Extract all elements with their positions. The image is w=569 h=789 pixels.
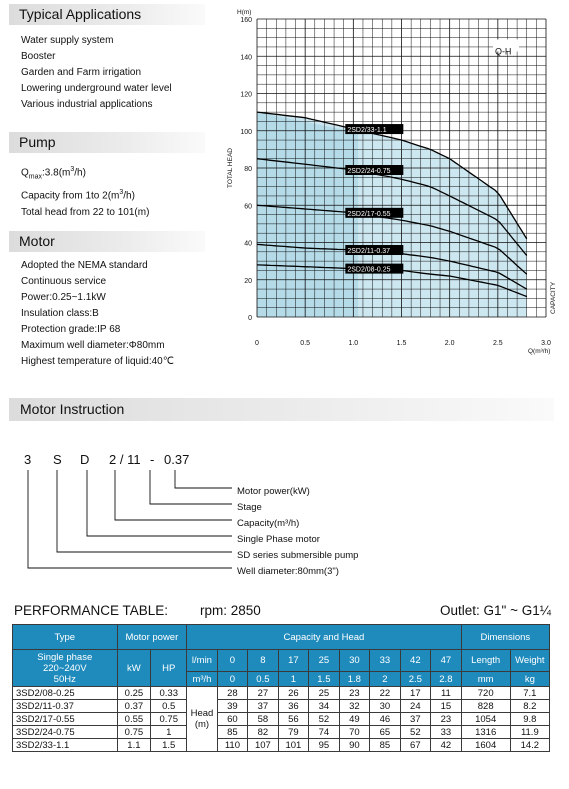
lmin-value: 33 xyxy=(370,650,400,672)
connector-line xyxy=(175,470,232,488)
m3h-value: 1.8 xyxy=(339,672,369,687)
pump-title: Pump xyxy=(9,132,205,153)
m3h-value: 0.5 xyxy=(248,672,278,687)
performance-table-title: PERFORMANCE TABLE: xyxy=(14,603,169,618)
x-tick-label: 2.0 xyxy=(444,340,455,347)
m3h-value: 2.5 xyxy=(400,672,430,687)
header-capacity-head: Capacity and Head xyxy=(187,625,461,650)
m3h-value: 1 xyxy=(278,672,308,687)
cell-head: 26 xyxy=(278,687,308,700)
cell-head: 52 xyxy=(400,726,430,739)
list-item: Capacity from 1to $2(m^3/h)$ xyxy=(21,189,135,202)
cell-weight: 14.2 xyxy=(510,739,549,752)
label-motor-power: Motor power(kW) xyxy=(237,486,310,497)
lmin-value: 8 xyxy=(248,650,278,672)
cell-head: 79 xyxy=(278,726,308,739)
x-tick-label: 0.5 xyxy=(300,340,311,347)
m3h-value: 2 xyxy=(370,672,400,687)
cell-head: 23 xyxy=(431,713,462,726)
code-dash: - xyxy=(150,452,155,467)
connector-line xyxy=(57,470,232,552)
cell-length: 1054 xyxy=(461,713,510,726)
model-code-diagram xyxy=(0,430,569,580)
y-tick-label: 60 xyxy=(244,203,252,211)
cell-head: 110 xyxy=(217,739,247,752)
cell-weight: 11.9 xyxy=(510,726,549,739)
cell-head: 85 xyxy=(370,739,400,752)
series-label: 2SD2/11-0.37 xyxy=(347,248,391,256)
label-stage: Stage xyxy=(237,502,262,513)
lmin-value: 47 xyxy=(431,650,462,672)
cell-head: 15 xyxy=(431,700,462,713)
lmin-value: 0 xyxy=(217,650,247,672)
head-label: Head (m) xyxy=(187,687,217,752)
cell-type: 3SD2/17-0.55 xyxy=(13,713,118,726)
list-item: Insulation class:B xyxy=(21,308,99,319)
cell-length: 720 xyxy=(461,687,510,700)
m3h-value: 1.5 xyxy=(309,672,339,687)
cell-head: 90 xyxy=(339,739,369,752)
cell-length: 828 xyxy=(461,700,510,713)
cell-head: 74 xyxy=(309,726,339,739)
x-tick-label: 1.0 xyxy=(348,340,359,347)
cell-head: 56 xyxy=(278,713,308,726)
code-3: 3 xyxy=(24,452,32,467)
chart-title: Q-H xyxy=(494,46,512,57)
list-item: Highest temperature of liquid:40℃ xyxy=(21,356,174,367)
header-motor-power: Motor power xyxy=(117,625,187,650)
rpm-value: rpm: 2850 xyxy=(200,603,261,618)
cell-head: 39 xyxy=(217,700,247,713)
m3h-value: 2.8 xyxy=(431,672,462,687)
cell-head: 65 xyxy=(370,726,400,739)
cell-weight: 8.2 xyxy=(510,700,549,713)
typical-applications-title: Typical Applications xyxy=(9,4,205,25)
connector-line xyxy=(87,470,232,536)
list-item: Maximum well diameter:Φ80mm xyxy=(21,340,165,351)
cell-head: 28 xyxy=(217,687,247,700)
cell-head: 27 xyxy=(248,687,278,700)
outlet-value: Outlet: G1" ~ G1¼ xyxy=(440,603,551,618)
header-weight: Weight xyxy=(510,650,549,672)
cell-kw: 0.75 xyxy=(117,726,151,739)
cell-hp: 1.5 xyxy=(151,739,187,752)
cell-head: 101 xyxy=(278,739,308,752)
lmin-value: 25 xyxy=(309,650,339,672)
cell-head: 24 xyxy=(400,700,430,713)
cell-head: 17 xyxy=(400,687,430,700)
header-single-phase: Single phase 220~240V 50Hz xyxy=(13,650,118,687)
list-item: Water supply system xyxy=(21,35,114,46)
cell-head: 58 xyxy=(248,713,278,726)
cell-head: 30 xyxy=(370,700,400,713)
cell-type: 3SD2/08-0.25 xyxy=(13,687,118,700)
cell-kw: 0.37 xyxy=(117,700,151,713)
cell-kw: 1.1 xyxy=(117,739,151,752)
series-label: 2SD2/08-0.25 xyxy=(347,266,391,274)
x-tick-label: 0 xyxy=(255,340,259,347)
cell-head: 49 xyxy=(339,713,369,726)
list-item: Adopted the NEMA standard xyxy=(21,260,148,271)
list-item: Lowering underground water level xyxy=(21,83,172,94)
cell-head: 33 xyxy=(431,726,462,739)
cell-head: 23 xyxy=(339,687,369,700)
cell-length: 1604 xyxy=(461,739,510,752)
label-well-diameter: Well diameter:80mm(3") xyxy=(237,566,339,577)
label-capacity: Capacity(m³/h) xyxy=(237,518,300,529)
cell-hp: 0.5 xyxy=(151,700,187,713)
performance-table xyxy=(12,624,550,752)
list-item: $Q_{max}:3.8(m^3/h)$ xyxy=(21,166,86,181)
list-item: Power:0.25~1.1kW xyxy=(21,292,106,303)
header-m3h: m³/h xyxy=(187,672,217,687)
cell-head: 36 xyxy=(278,700,308,713)
y-tick-label: 120 xyxy=(240,91,252,99)
header-dimensions: Dimensions xyxy=(461,625,549,650)
y-unit-label: H(m) xyxy=(237,9,252,16)
table-row xyxy=(13,713,550,726)
cell-head: 67 xyxy=(400,739,430,752)
code-power: 0.37 xyxy=(164,452,190,467)
connector-line xyxy=(28,470,232,568)
cell-hp: 0.75 xyxy=(151,713,187,726)
connector-line xyxy=(150,470,232,504)
cell-head: 82 xyxy=(248,726,278,739)
cell-head: 25 xyxy=(309,687,339,700)
motor-instruction-title: Motor Instruction xyxy=(9,398,554,421)
qh-performance-chart xyxy=(210,0,569,370)
cell-head: 34 xyxy=(309,700,339,713)
list-item: Continuous service xyxy=(21,276,107,287)
cell-weight: 7.1 xyxy=(510,687,549,700)
list-item: Booster xyxy=(21,51,56,62)
cell-kw: 0.55 xyxy=(117,713,151,726)
cell-type: 3SD2/33-1.1 xyxy=(13,739,118,752)
cell-head: 85 xyxy=(217,726,247,739)
series-label: 2SD2/33-1.1 xyxy=(347,127,387,135)
header-lmin: l/min xyxy=(187,650,217,672)
cell-head: 42 xyxy=(431,739,462,752)
y-tick-label: 0 xyxy=(248,315,252,322)
code-d: D xyxy=(80,452,90,467)
cell-head: 22 xyxy=(370,687,400,700)
header-kw: kW xyxy=(117,650,151,687)
y-tick-label: 40 xyxy=(244,240,252,248)
table-row xyxy=(13,739,550,752)
list-item: Garden and Farm irrigation xyxy=(21,67,142,78)
x-axis-label: Q(m³/h) xyxy=(528,348,551,355)
x-tick-label: 1.5 xyxy=(396,340,407,347)
x-tick-label: 2.5 xyxy=(492,340,503,347)
table-row xyxy=(13,700,550,713)
cell-head: 52 xyxy=(309,713,339,726)
typical-applications-list xyxy=(21,33,172,113)
y-tick-label: 160 xyxy=(240,17,252,24)
list-item: Various industrial applications xyxy=(21,99,153,110)
cell-head: 37 xyxy=(400,713,430,726)
y-tick-label: 100 xyxy=(240,128,252,136)
lmin-value: 17 xyxy=(278,650,308,672)
code-2-11: 2 / 11 xyxy=(109,452,141,467)
list-item: Total head from 22 to 101(m) xyxy=(21,206,150,218)
header-length: Length xyxy=(461,650,510,672)
cell-head: 70 xyxy=(339,726,369,739)
header-type: Type xyxy=(13,625,118,650)
cell-head: 32 xyxy=(339,700,369,713)
series-label: 2SD2/17-0.55 xyxy=(347,210,391,218)
series-label: 2SD2/24-0.75 xyxy=(347,168,391,176)
x-tick-label: 3.0 xyxy=(541,340,551,347)
cell-length: 1316 xyxy=(461,726,510,739)
right-axis-label: CAPACITY xyxy=(550,281,557,314)
cell-head: 95 xyxy=(309,739,339,752)
table-row xyxy=(13,726,550,739)
y-axis-label: TOTAL HEAD xyxy=(227,148,234,188)
y-tick-label: 140 xyxy=(240,54,252,62)
cell-kw: 0.25 xyxy=(117,687,151,700)
cell-type: 3SD2/11-0.37 xyxy=(13,700,118,713)
code-s: S xyxy=(53,452,62,467)
cell-head: 11 xyxy=(431,687,462,700)
motor-list xyxy=(21,258,174,370)
y-tick-label: 20 xyxy=(244,277,252,285)
motor-title: Motor xyxy=(9,231,205,252)
connector-line xyxy=(115,470,232,520)
m3h-value: 0 xyxy=(217,672,247,687)
header-hp: HP xyxy=(151,650,187,687)
cell-hp: 1 xyxy=(151,726,187,739)
lmin-value: 42 xyxy=(400,650,430,672)
table-row xyxy=(13,687,550,700)
cell-weight: 9.8 xyxy=(510,713,549,726)
list-item: Protection grade:IP 68 xyxy=(21,324,121,335)
header-mm: mm xyxy=(461,672,510,687)
cell-head: 107 xyxy=(248,739,278,752)
cell-type: 3SD2/24-0.75 xyxy=(13,726,118,739)
cell-hp: 0.33 xyxy=(151,687,187,700)
header-kg: kg xyxy=(510,672,549,687)
lmin-value: 30 xyxy=(339,650,369,672)
cell-head: 60 xyxy=(217,713,247,726)
label-single-phase: Single Phase motor xyxy=(237,534,320,545)
cell-head: 37 xyxy=(248,700,278,713)
cell-head: 46 xyxy=(370,713,400,726)
pump-list xyxy=(21,162,149,221)
label-sd-series: SD series submersible pump xyxy=(237,550,359,561)
y-tick-label: 80 xyxy=(244,166,252,173)
